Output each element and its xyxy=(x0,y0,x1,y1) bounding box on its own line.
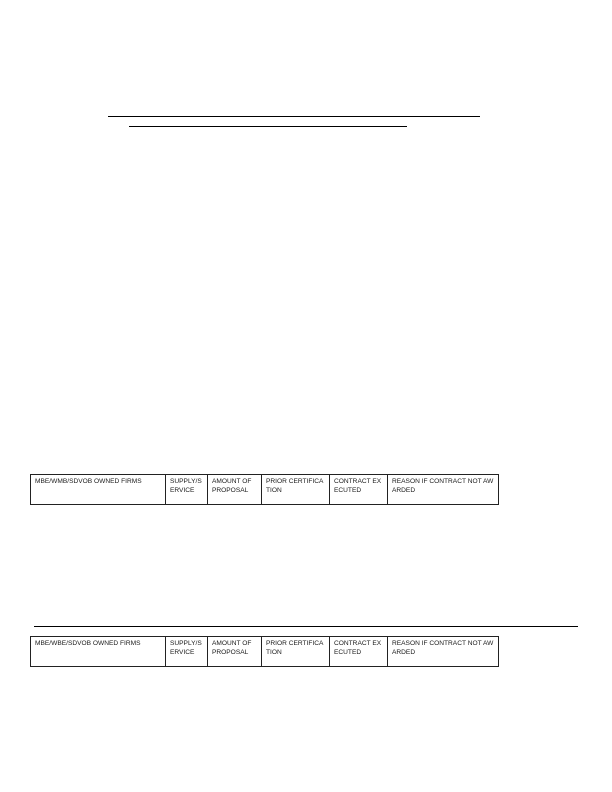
table-header-row xyxy=(31,637,499,667)
firms-table xyxy=(30,474,499,505)
signature-line xyxy=(108,116,480,117)
firms-table-2 xyxy=(30,636,499,667)
header-amount-of-proposal: AMOUNT OF PROPOSAL xyxy=(208,475,262,505)
header-owned-firms: MBE/WMB/SDVOB OWNED FIRMS xyxy=(31,475,166,505)
signature-line-secondary xyxy=(129,126,407,127)
header-contract-executed: CONTRACT EXECUTED xyxy=(330,637,388,667)
header-amount-of-proposal: AMOUNT OF PROPOSAL xyxy=(208,637,262,667)
table-header-row xyxy=(31,475,499,505)
header-supply-service: SUPPLY/SERVICE xyxy=(166,475,208,505)
header-prior-certification: PRIOR CERTIFICATION xyxy=(262,475,330,505)
header-supply-service: SUPPLY/SERVICE xyxy=(166,637,208,667)
divider-line xyxy=(34,626,578,627)
header-prior-certification: PRIOR CERTIFICATION xyxy=(262,637,330,667)
header-owned-firms: MBE/WBE/SDVOB OWNED FIRMS xyxy=(31,637,166,667)
header-reason-not-awarded: REASON IF CONTRACT NOT AWARDED xyxy=(388,637,499,667)
header-contract-executed: CONTRACT EXECUTED xyxy=(330,475,388,505)
header-reason-not-awarded: REASON IF CONTRACT NOT AWARDED xyxy=(388,475,499,505)
